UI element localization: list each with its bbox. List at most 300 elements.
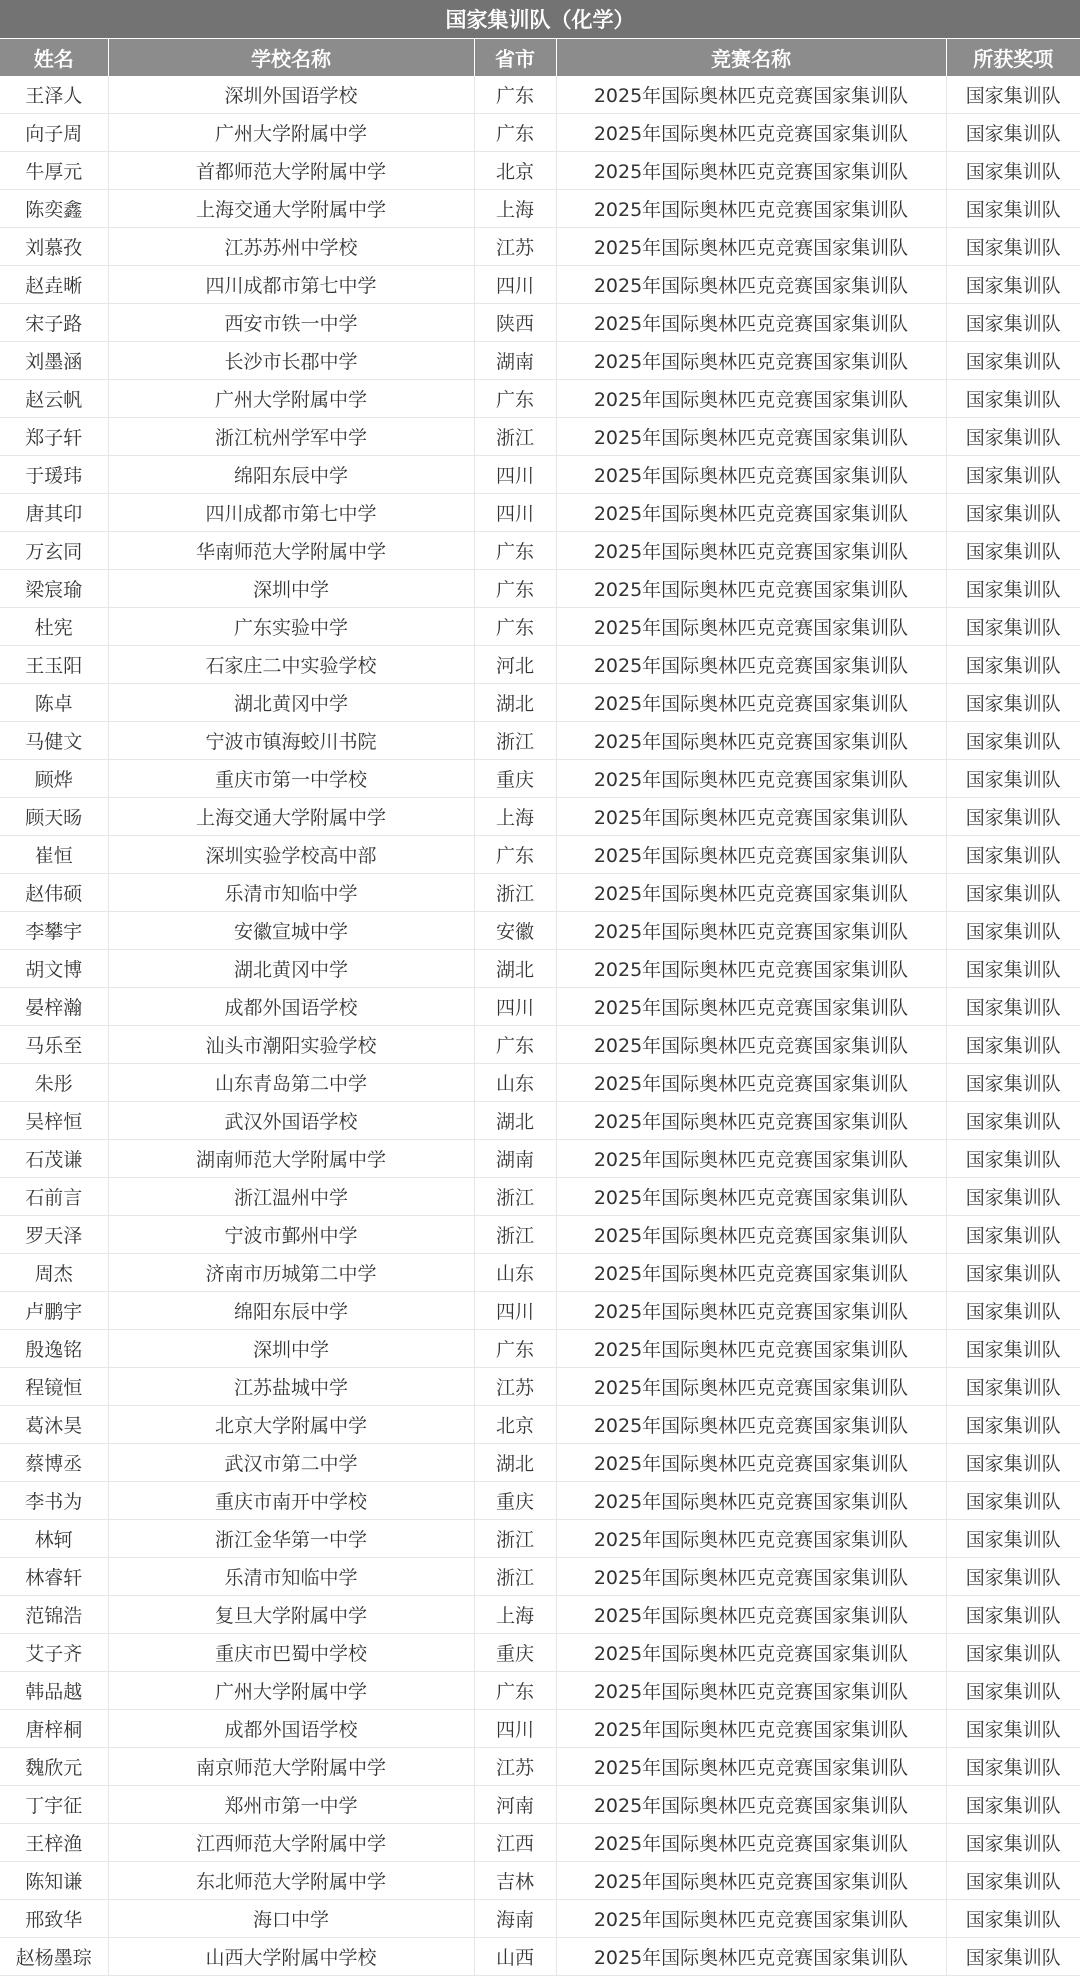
- table-row: [0, 76, 1080, 114]
- cell-award: 国家集训队: [946, 1330, 1080, 1368]
- table-header: [0, 39, 1080, 76]
- cell-name: 郑子轩: [0, 418, 108, 456]
- cell-school: 广东实验中学: [108, 608, 474, 646]
- table-row: [0, 950, 1080, 988]
- cell-school: 广州大学附属中学: [108, 114, 474, 152]
- cell-school: 乐清市知临中学: [108, 874, 474, 912]
- cell-name: 李攀宇: [0, 912, 108, 950]
- table-row: [0, 1634, 1080, 1672]
- cell-competition: 2025年国际奥林匹克竞赛国家集训队: [556, 1938, 946, 1976]
- cell-award: 国家集训队: [946, 1596, 1080, 1634]
- table-row: [0, 1862, 1080, 1900]
- cell-name: 葛沐昊: [0, 1406, 108, 1444]
- cell-province: 北京: [474, 152, 556, 190]
- cell-name: 周杰: [0, 1254, 108, 1292]
- cell-award: 国家集训队: [946, 1178, 1080, 1216]
- cell-name: 杜宪: [0, 608, 108, 646]
- cell-school: 湖南师范大学附属中学: [108, 1140, 474, 1178]
- cell-school: 东北师范大学附属中学: [108, 1862, 474, 1900]
- cell-competition: 2025年国际奥林匹克竞赛国家集训队: [556, 1140, 946, 1178]
- cell-competition: 2025年国际奥林匹克竞赛国家集训队: [556, 1292, 946, 1330]
- cell-school: 海口中学: [108, 1900, 474, 1938]
- cell-name: 顾天旸: [0, 798, 108, 836]
- cell-province: 广东: [474, 570, 556, 608]
- cell-name: 于瑗玮: [0, 456, 108, 494]
- table-row: [0, 1064, 1080, 1102]
- cell-province: 湖北: [474, 684, 556, 722]
- cell-school: 绵阳东辰中学: [108, 1292, 474, 1330]
- cell-province: 湖北: [474, 1102, 556, 1140]
- cell-province: 浙江: [474, 874, 556, 912]
- cell-name: 王泽人: [0, 76, 108, 114]
- cell-competition: 2025年国际奥林匹克竞赛国家集训队: [556, 418, 946, 456]
- cell-province: 重庆: [474, 1482, 556, 1520]
- cell-province: 浙江: [474, 1558, 556, 1596]
- cell-name: 林轲: [0, 1520, 108, 1558]
- cell-award: 国家集训队: [946, 1292, 1080, 1330]
- cell-award: 国家集训队: [946, 988, 1080, 1026]
- cell-province: 广东: [474, 1330, 556, 1368]
- cell-province: 安徽: [474, 912, 556, 950]
- cell-competition: 2025年国际奥林匹克竞赛国家集训队: [556, 1216, 946, 1254]
- cell-award: 国家集训队: [946, 950, 1080, 988]
- table-row: [0, 1406, 1080, 1444]
- cell-award: 国家集训队: [946, 114, 1080, 152]
- table-row: [0, 1482, 1080, 1520]
- table-row: [0, 684, 1080, 722]
- table-row: [0, 1444, 1080, 1482]
- cell-school: 长沙市长郡中学: [108, 342, 474, 380]
- cell-province: 广东: [474, 380, 556, 418]
- cell-competition: 2025年国际奥林匹克竞赛国家集训队: [556, 342, 946, 380]
- cell-competition: 2025年国际奥林匹克竞赛国家集训队: [556, 608, 946, 646]
- cell-competition: 2025年国际奥林匹克竞赛国家集训队: [556, 494, 946, 532]
- cell-province: 山东: [474, 1064, 556, 1102]
- table-row: [0, 456, 1080, 494]
- cell-province: 广东: [474, 1672, 556, 1710]
- cell-award: 国家集训队: [946, 152, 1080, 190]
- cell-award: 国家集训队: [946, 1710, 1080, 1748]
- cell-competition: 2025年国际奥林匹克竞赛国家集训队: [556, 304, 946, 342]
- cell-school: 广州大学附属中学: [108, 1672, 474, 1710]
- cell-province: 四川: [474, 494, 556, 532]
- cell-school: 浙江金华第一中学: [108, 1520, 474, 1558]
- cell-province: 广东: [474, 532, 556, 570]
- cell-award: 国家集训队: [946, 1672, 1080, 1710]
- cell-province: 山东: [474, 1254, 556, 1292]
- table-row: [0, 874, 1080, 912]
- cell-award: 国家集训队: [946, 760, 1080, 798]
- cell-competition: 2025年国际奥林匹克竞赛国家集训队: [556, 1406, 946, 1444]
- column-header-name: 姓名: [0, 39, 108, 76]
- cell-name: 梁宸瑜: [0, 570, 108, 608]
- cell-name: 宋子路: [0, 304, 108, 342]
- cell-school: 浙江杭州学军中学: [108, 418, 474, 456]
- table-row: [0, 1824, 1080, 1862]
- cell-competition: 2025年国际奥林匹克竞赛国家集训队: [556, 1558, 946, 1596]
- cell-province: 广东: [474, 836, 556, 874]
- cell-school: 深圳中学: [108, 570, 474, 608]
- cell-name: 陈卓: [0, 684, 108, 722]
- cell-award: 国家集训队: [946, 684, 1080, 722]
- cell-competition: 2025年国际奥林匹克竞赛国家集训队: [556, 1824, 946, 1862]
- cell-name: 丁宇征: [0, 1786, 108, 1824]
- cell-school: 汕头市潮阳实验学校: [108, 1026, 474, 1064]
- cell-competition: 2025年国际奥林匹克竞赛国家集训队: [556, 760, 946, 798]
- cell-school: 石家庄二中实验学校: [108, 646, 474, 684]
- cell-name: 石茂谦: [0, 1140, 108, 1178]
- cell-province: 北京: [474, 1406, 556, 1444]
- cell-school: 乐清市知临中学: [108, 1558, 474, 1596]
- cell-province: 河北: [474, 646, 556, 684]
- cell-competition: 2025年国际奥林匹克竞赛国家集训队: [556, 1862, 946, 1900]
- cell-name: 殷逸铭: [0, 1330, 108, 1368]
- cell-award: 国家集训队: [946, 1558, 1080, 1596]
- cell-name: 艾子齐: [0, 1634, 108, 1672]
- table-row: [0, 1368, 1080, 1406]
- cell-school: 深圳外国语学校: [108, 76, 474, 114]
- cell-award: 国家集训队: [946, 1520, 1080, 1558]
- cell-name: 赵垚晰: [0, 266, 108, 304]
- cell-province: 四川: [474, 266, 556, 304]
- cell-school: 北京大学附属中学: [108, 1406, 474, 1444]
- cell-name: 顾烨: [0, 760, 108, 798]
- cell-province: 四川: [474, 1292, 556, 1330]
- table-row: [0, 1938, 1080, 1976]
- cell-competition: 2025年国际奥林匹克竞赛国家集训队: [556, 76, 946, 114]
- cell-competition: 2025年国际奥林匹克竞赛国家集训队: [556, 152, 946, 190]
- cell-competition: 2025年国际奥林匹克竞赛国家集训队: [556, 646, 946, 684]
- table-row: [0, 798, 1080, 836]
- cell-competition: 2025年国际奥林匹克竞赛国家集训队: [556, 266, 946, 304]
- cell-school: 湖北黄冈中学: [108, 684, 474, 722]
- cell-award: 国家集训队: [946, 722, 1080, 760]
- cell-name: 向子周: [0, 114, 108, 152]
- cell-province: 湖南: [474, 342, 556, 380]
- table-row: [0, 342, 1080, 380]
- cell-name: 赵云帆: [0, 380, 108, 418]
- cell-school: 绵阳东辰中学: [108, 456, 474, 494]
- cell-name: 蔡博丞: [0, 1444, 108, 1482]
- cell-school: 复旦大学附属中学: [108, 1596, 474, 1634]
- table-row: [0, 570, 1080, 608]
- cell-award: 国家集训队: [946, 1026, 1080, 1064]
- table-row: [0, 380, 1080, 418]
- cell-award: 国家集训队: [946, 1634, 1080, 1672]
- cell-award: 国家集训队: [946, 1444, 1080, 1482]
- cell-name: 刘墨涵: [0, 342, 108, 380]
- cell-competition: 2025年国际奥林匹克竞赛国家集训队: [556, 1026, 946, 1064]
- cell-award: 国家集训队: [946, 304, 1080, 342]
- cell-name: 魏欣元: [0, 1748, 108, 1786]
- cell-competition: 2025年国际奥林匹克竞赛国家集训队: [556, 1596, 946, 1634]
- table-row: [0, 912, 1080, 950]
- cell-school: 安徽宣城中学: [108, 912, 474, 950]
- table-row: [0, 152, 1080, 190]
- cell-name: 林睿轩: [0, 1558, 108, 1596]
- roster-table: [0, 39, 1080, 1976]
- cell-name: 王玉阳: [0, 646, 108, 684]
- cell-name: 晏梓瀚: [0, 988, 108, 1026]
- cell-school: 山东青岛第二中学: [108, 1064, 474, 1102]
- cell-award: 国家集训队: [946, 76, 1080, 114]
- cell-name: 唐其印: [0, 494, 108, 532]
- cell-competition: 2025年国际奥林匹克竞赛国家集训队: [556, 684, 946, 722]
- cell-name: 王梓渔: [0, 1824, 108, 1862]
- cell-award: 国家集训队: [946, 912, 1080, 950]
- cell-award: 国家集训队: [946, 798, 1080, 836]
- table-row: [0, 304, 1080, 342]
- table-row: [0, 494, 1080, 532]
- cell-competition: 2025年国际奥林匹克竞赛国家集训队: [556, 380, 946, 418]
- cell-award: 国家集训队: [946, 836, 1080, 874]
- table-row: [0, 1102, 1080, 1140]
- cell-province: 广东: [474, 608, 556, 646]
- cell-award: 国家集训队: [946, 1102, 1080, 1140]
- cell-school: 宁波市鄞州中学: [108, 1216, 474, 1254]
- table-row: [0, 1026, 1080, 1064]
- cell-name: 石前言: [0, 1178, 108, 1216]
- cell-award: 国家集训队: [946, 1064, 1080, 1102]
- cell-name: 胡文博: [0, 950, 108, 988]
- cell-award: 国家集训队: [946, 1216, 1080, 1254]
- cell-province: 江西: [474, 1824, 556, 1862]
- table-row: [0, 1558, 1080, 1596]
- cell-competition: 2025年国际奥林匹克竞赛国家集训队: [556, 1634, 946, 1672]
- cell-school: 上海交通大学附属中学: [108, 190, 474, 228]
- cell-competition: 2025年国际奥林匹克竞赛国家集训队: [556, 836, 946, 874]
- cell-province: 广东: [474, 114, 556, 152]
- table-body: [0, 76, 1080, 1976]
- cell-province: 山西: [474, 1938, 556, 1976]
- cell-competition: 2025年国际奥林匹克竞赛国家集训队: [556, 1786, 946, 1824]
- cell-school: 成都外国语学校: [108, 1710, 474, 1748]
- table-row: [0, 114, 1080, 152]
- cell-province: 江苏: [474, 1748, 556, 1786]
- cell-school: 江苏苏州中学校: [108, 228, 474, 266]
- cell-name: 刘慕孜: [0, 228, 108, 266]
- cell-school: 华南师范大学附属中学: [108, 532, 474, 570]
- cell-school: 上海交通大学附属中学: [108, 798, 474, 836]
- cell-competition: 2025年国际奥林匹克竞赛国家集训队: [556, 1672, 946, 1710]
- cell-name: 陈知谦: [0, 1862, 108, 1900]
- cell-award: 国家集训队: [946, 646, 1080, 684]
- cell-award: 国家集训队: [946, 494, 1080, 532]
- cell-competition: 2025年国际奥林匹克竞赛国家集训队: [556, 1710, 946, 1748]
- cell-name: 陈奕鑫: [0, 190, 108, 228]
- cell-province: 浙江: [474, 1216, 556, 1254]
- table-row: [0, 532, 1080, 570]
- header-row: [0, 39, 1080, 76]
- cell-school: 宁波市镇海蛟川书院: [108, 722, 474, 760]
- cell-province: 湖北: [474, 1444, 556, 1482]
- table-row: [0, 228, 1080, 266]
- cell-award: 国家集训队: [946, 1786, 1080, 1824]
- cell-name: 李书为: [0, 1482, 108, 1520]
- column-header-school: 学校名称: [108, 39, 474, 76]
- cell-competition: 2025年国际奥林匹克竞赛国家集训队: [556, 1102, 946, 1140]
- cell-province: 上海: [474, 190, 556, 228]
- table-title: 国家集训队（化学）: [0, 0, 1080, 39]
- cell-name: 卢鹏宇: [0, 1292, 108, 1330]
- cell-province: 江苏: [474, 228, 556, 266]
- cell-competition: 2025年国际奥林匹克竞赛国家集训队: [556, 1444, 946, 1482]
- cell-school: 深圳实验学校高中部: [108, 836, 474, 874]
- cell-province: 湖北: [474, 950, 556, 988]
- cell-name: 牛厚元: [0, 152, 108, 190]
- cell-province: 上海: [474, 1596, 556, 1634]
- cell-competition: 2025年国际奥林匹克竞赛国家集训队: [556, 1178, 946, 1216]
- cell-competition: 2025年国际奥林匹克竞赛国家集训队: [556, 114, 946, 152]
- cell-name: 邢致华: [0, 1900, 108, 1938]
- cell-award: 国家集训队: [946, 1824, 1080, 1862]
- table-row: [0, 836, 1080, 874]
- table-row: [0, 988, 1080, 1026]
- cell-province: 海南: [474, 1900, 556, 1938]
- cell-name: 马乐至: [0, 1026, 108, 1064]
- cell-competition: 2025年国际奥林匹克竞赛国家集训队: [556, 1330, 946, 1368]
- cell-name: 罗天泽: [0, 1216, 108, 1254]
- cell-province: 重庆: [474, 760, 556, 798]
- cell-competition: 2025年国际奥林匹克竞赛国家集训队: [556, 798, 946, 836]
- cell-award: 国家集训队: [946, 1748, 1080, 1786]
- table-row: [0, 1216, 1080, 1254]
- cell-school: 南京师范大学附属中学: [108, 1748, 474, 1786]
- table-row: [0, 1900, 1080, 1938]
- cell-award: 国家集训队: [946, 190, 1080, 228]
- cell-competition: 2025年国际奥林匹克竞赛国家集训队: [556, 1748, 946, 1786]
- cell-province: 四川: [474, 988, 556, 1026]
- cell-province: 四川: [474, 1710, 556, 1748]
- cell-name: 崔恒: [0, 836, 108, 874]
- cell-award: 国家集训队: [946, 456, 1080, 494]
- cell-name: 赵杨墨琮: [0, 1938, 108, 1976]
- cell-award: 国家集训队: [946, 1254, 1080, 1292]
- cell-school: 浙江温州中学: [108, 1178, 474, 1216]
- cell-award: 国家集训队: [946, 570, 1080, 608]
- cell-province: 湖南: [474, 1140, 556, 1178]
- cell-competition: 2025年国际奥林匹克竞赛国家集训队: [556, 950, 946, 988]
- cell-award: 国家集训队: [946, 1368, 1080, 1406]
- cell-school: 首都师范大学附属中学: [108, 152, 474, 190]
- cell-name: 万玄同: [0, 532, 108, 570]
- cell-award: 国家集训队: [946, 266, 1080, 304]
- cell-competition: 2025年国际奥林匹克竞赛国家集训队: [556, 912, 946, 950]
- cell-school: 武汉外国语学校: [108, 1102, 474, 1140]
- cell-school: 重庆市巴蜀中学校: [108, 1634, 474, 1672]
- column-header-award: 所获奖项: [946, 39, 1080, 76]
- table-row: [0, 1672, 1080, 1710]
- cell-school: 重庆市南开中学校: [108, 1482, 474, 1520]
- cell-name: 吴梓恒: [0, 1102, 108, 1140]
- cell-competition: 2025年国际奥林匹克竞赛国家集训队: [556, 1368, 946, 1406]
- table-row: [0, 760, 1080, 798]
- cell-competition: 2025年国际奥林匹克竞赛国家集训队: [556, 1482, 946, 1520]
- cell-award: 国家集训队: [946, 1938, 1080, 1976]
- cell-school: 湖北黄冈中学: [108, 950, 474, 988]
- table-row: [0, 1710, 1080, 1748]
- table-row: [0, 608, 1080, 646]
- cell-award: 国家集训队: [946, 1140, 1080, 1178]
- cell-award: 国家集训队: [946, 342, 1080, 380]
- table-row: [0, 1178, 1080, 1216]
- cell-competition: 2025年国际奥林匹克竞赛国家集训队: [556, 1064, 946, 1102]
- table-row: [0, 1520, 1080, 1558]
- cell-award: 国家集训队: [946, 228, 1080, 266]
- table-row: [0, 418, 1080, 456]
- cell-award: 国家集训队: [946, 1900, 1080, 1938]
- cell-school: 四川成都市第七中学: [108, 494, 474, 532]
- table-row: [0, 1786, 1080, 1824]
- table-row: [0, 1292, 1080, 1330]
- cell-school: 郑州市第一中学: [108, 1786, 474, 1824]
- cell-school: 武汉市第二中学: [108, 1444, 474, 1482]
- cell-province: 河南: [474, 1786, 556, 1824]
- cell-province: 上海: [474, 798, 556, 836]
- cell-competition: 2025年国际奥林匹克竞赛国家集训队: [556, 228, 946, 266]
- cell-province: 浙江: [474, 722, 556, 760]
- table-row: [0, 722, 1080, 760]
- cell-award: 国家集训队: [946, 532, 1080, 570]
- cell-competition: 2025年国际奥林匹克竞赛国家集训队: [556, 874, 946, 912]
- cell-award: 国家集训队: [946, 874, 1080, 912]
- cell-province: 浙江: [474, 1520, 556, 1558]
- cell-award: 国家集训队: [946, 380, 1080, 418]
- cell-competition: 2025年国际奥林匹克竞赛国家集训队: [556, 1254, 946, 1292]
- cell-school: 成都外国语学校: [108, 988, 474, 1026]
- cell-award: 国家集训队: [946, 608, 1080, 646]
- cell-school: 广州大学附属中学: [108, 380, 474, 418]
- cell-name: 韩品越: [0, 1672, 108, 1710]
- cell-competition: 2025年国际奥林匹克竞赛国家集训队: [556, 456, 946, 494]
- cell-school: 济南市历城第二中学: [108, 1254, 474, 1292]
- cell-competition: 2025年国际奥林匹克竞赛国家集训队: [556, 190, 946, 228]
- cell-province: 吉林: [474, 1862, 556, 1900]
- cell-competition: 2025年国际奥林匹克竞赛国家集训队: [556, 532, 946, 570]
- cell-school: 山西大学附属中学校: [108, 1938, 474, 1976]
- cell-competition: 2025年国际奥林匹克竞赛国家集训队: [556, 722, 946, 760]
- cell-province: 四川: [474, 456, 556, 494]
- cell-school: 重庆市第一中学校: [108, 760, 474, 798]
- cell-award: 国家集训队: [946, 1862, 1080, 1900]
- cell-province: 广东: [474, 1026, 556, 1064]
- cell-award: 国家集训队: [946, 418, 1080, 456]
- table-row: [0, 266, 1080, 304]
- table-row: [0, 646, 1080, 684]
- cell-competition: 2025年国际奥林匹克竞赛国家集训队: [556, 988, 946, 1026]
- column-header-competition: 竞赛名称: [556, 39, 946, 76]
- table-row: [0, 1330, 1080, 1368]
- cell-province: 江苏: [474, 1368, 556, 1406]
- table-row: [0, 1254, 1080, 1292]
- cell-province: 浙江: [474, 418, 556, 456]
- cell-name: 范锦浩: [0, 1596, 108, 1634]
- table-row: [0, 190, 1080, 228]
- cell-name: 程镜恒: [0, 1368, 108, 1406]
- cell-competition: 2025年国际奥林匹克竞赛国家集训队: [556, 570, 946, 608]
- cell-province: 广东: [474, 76, 556, 114]
- cell-province: 陕西: [474, 304, 556, 342]
- cell-school: 四川成都市第七中学: [108, 266, 474, 304]
- cell-award: 国家集训队: [946, 1482, 1080, 1520]
- table-row: [0, 1596, 1080, 1634]
- cell-competition: 2025年国际奥林匹克竞赛国家集训队: [556, 1520, 946, 1558]
- cell-name: 赵伟硕: [0, 874, 108, 912]
- cell-province: 重庆: [474, 1634, 556, 1672]
- cell-school: 深圳中学: [108, 1330, 474, 1368]
- column-header-province: 省市: [474, 39, 556, 76]
- cell-award: 国家集训队: [946, 1406, 1080, 1444]
